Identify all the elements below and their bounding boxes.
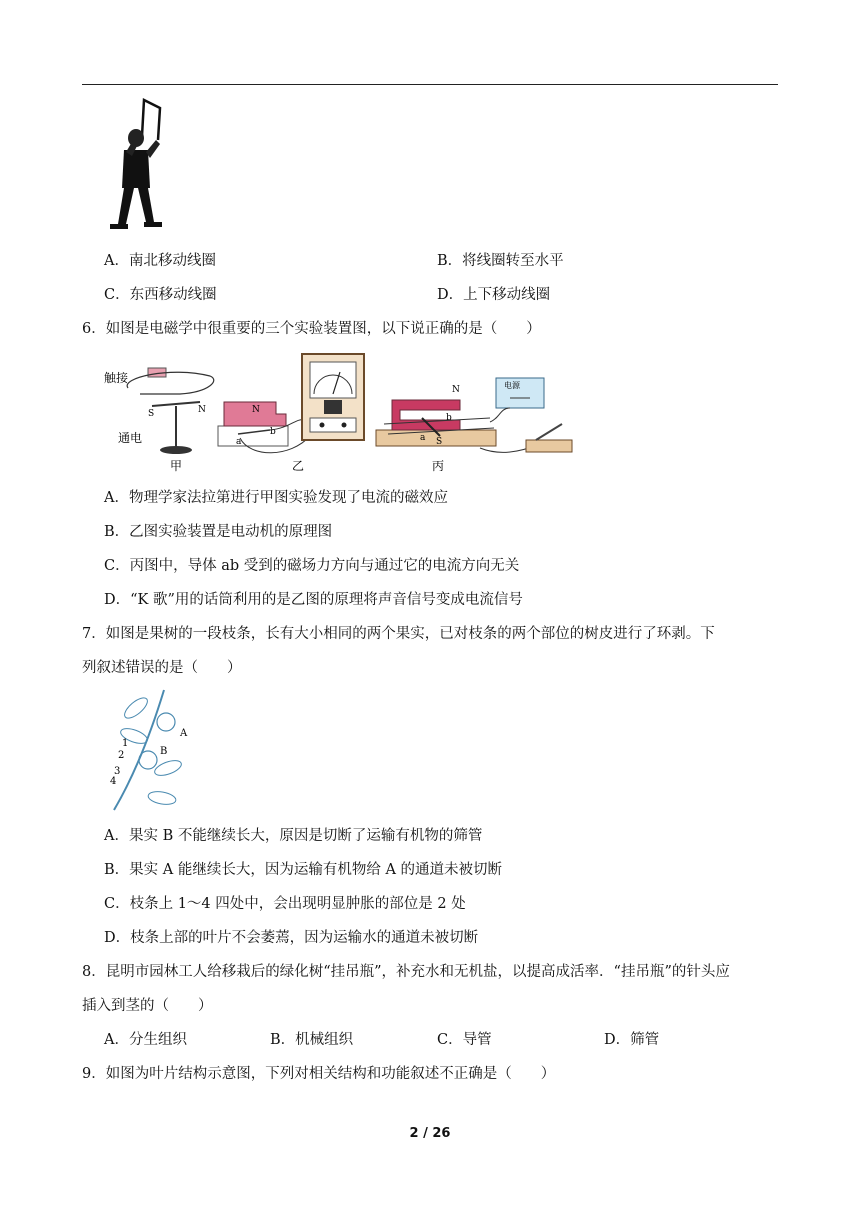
q5-option-d: D．上下移动线圈 bbox=[437, 287, 551, 303]
q6-option-c: C．丙图中，导体 ab 受到的磁场力方向与通过它的电流方向无关 bbox=[104, 558, 520, 574]
q6-label-a-bing: a bbox=[420, 433, 426, 443]
q6-label-n-bing: N bbox=[452, 385, 460, 395]
q8-stem-line2: 插入到茎的（ ） bbox=[82, 998, 213, 1014]
q6-label-a-yi: a bbox=[236, 437, 242, 447]
q6-label-b-yi: b bbox=[270, 427, 276, 437]
q8-option-c: C．导管 bbox=[437, 1032, 492, 1048]
q6-label-chuxian: 触接 bbox=[104, 371, 129, 385]
q6-label-s-bing: S bbox=[436, 437, 443, 447]
q6-electromagnetism-figure bbox=[100, 348, 576, 476]
q6-label-tongdian: 通电 bbox=[118, 431, 143, 445]
q5-option-b: B．将线圈转至水平 bbox=[437, 253, 564, 269]
q6-label-bing: 丙 bbox=[432, 459, 445, 473]
q7-label-3: 3 bbox=[114, 766, 121, 777]
q6-label-jia: 甲 bbox=[170, 459, 183, 473]
q7-option-c: C．枝条上 1～4 四处中，会出现明显肿胀的部位是 2 处 bbox=[104, 896, 466, 912]
q6-option-d: D．“K 歌”用的话筒利用的是乙图的原理将声音信号变成电流信号 bbox=[104, 592, 523, 608]
q7-label-1: 1 bbox=[122, 738, 129, 749]
q8-option-a: A．分生组织 bbox=[104, 1032, 187, 1048]
q9-stem: 9．如图为叶片结构示意图，下列对相关结构和功能叙述不正确是（ ） bbox=[82, 1066, 556, 1082]
page-number: 2 / 26 bbox=[409, 1126, 451, 1141]
q7-label-b: B bbox=[160, 746, 168, 757]
q5-option-a: A．南北移动线圈 bbox=[104, 253, 216, 269]
q7-option-d: D．枝条上部的叶片不会萎蔫，因为运输水的通道未被切断 bbox=[104, 930, 479, 946]
q7-stem-line1: 7．如图是果树的一段枝条，长有大小相同的两个果实，已对枝条的两个部位的树皮进行了环剥。下 bbox=[82, 626, 715, 642]
q7-stem-line2: 列叙述错误的是（ ） bbox=[82, 660, 242, 676]
q8-option-b: B．机械组织 bbox=[270, 1032, 354, 1048]
q6-label-dianyuan: 电源 bbox=[504, 381, 520, 390]
q6-label-n-jia: N bbox=[198, 405, 206, 415]
q7-option-a: A．果实 B 不能继续长大，原因是切断了运输有机物的筛管 bbox=[104, 828, 483, 844]
q6-label-s-jia: S bbox=[148, 409, 155, 419]
q6-option-a: A．物理学家法拉第进行甲图实验发现了电流的磁效应 bbox=[104, 490, 448, 506]
q8-stem-line1: 8．昆明市园林工人给移栽后的绿化树“挂吊瓶”，补充水和无机盐，以提高成活率．“挂吊瓶”的针头应 bbox=[82, 964, 730, 980]
q7-option-b: B．果实 A 能继续长大，因为运输有机物给 A 的通道未被切断 bbox=[104, 862, 503, 878]
q7-label-a: A bbox=[180, 728, 188, 739]
q5-person-coil-figure bbox=[98, 96, 174, 236]
q6-label-b-bing: b bbox=[446, 413, 452, 423]
q7-label-4: 4 bbox=[110, 776, 117, 787]
q7-label-2: 2 bbox=[118, 750, 125, 761]
q6-stem: 6．如图是电磁学中很重要的三个实验装置图，以下说正确的是（ ） bbox=[82, 321, 541, 337]
header-rule bbox=[82, 84, 778, 85]
q6-label-n-yi: N bbox=[252, 405, 260, 415]
q6-option-b: B．乙图实验装置是电动机的原理图 bbox=[104, 524, 333, 540]
q5-option-c: C．东西移动线圈 bbox=[104, 287, 217, 303]
q7-fruit-branch-figure bbox=[104, 686, 194, 812]
q8-option-d: D．筛管 bbox=[604, 1032, 660, 1048]
q6-label-yi: 乙 bbox=[292, 459, 305, 473]
